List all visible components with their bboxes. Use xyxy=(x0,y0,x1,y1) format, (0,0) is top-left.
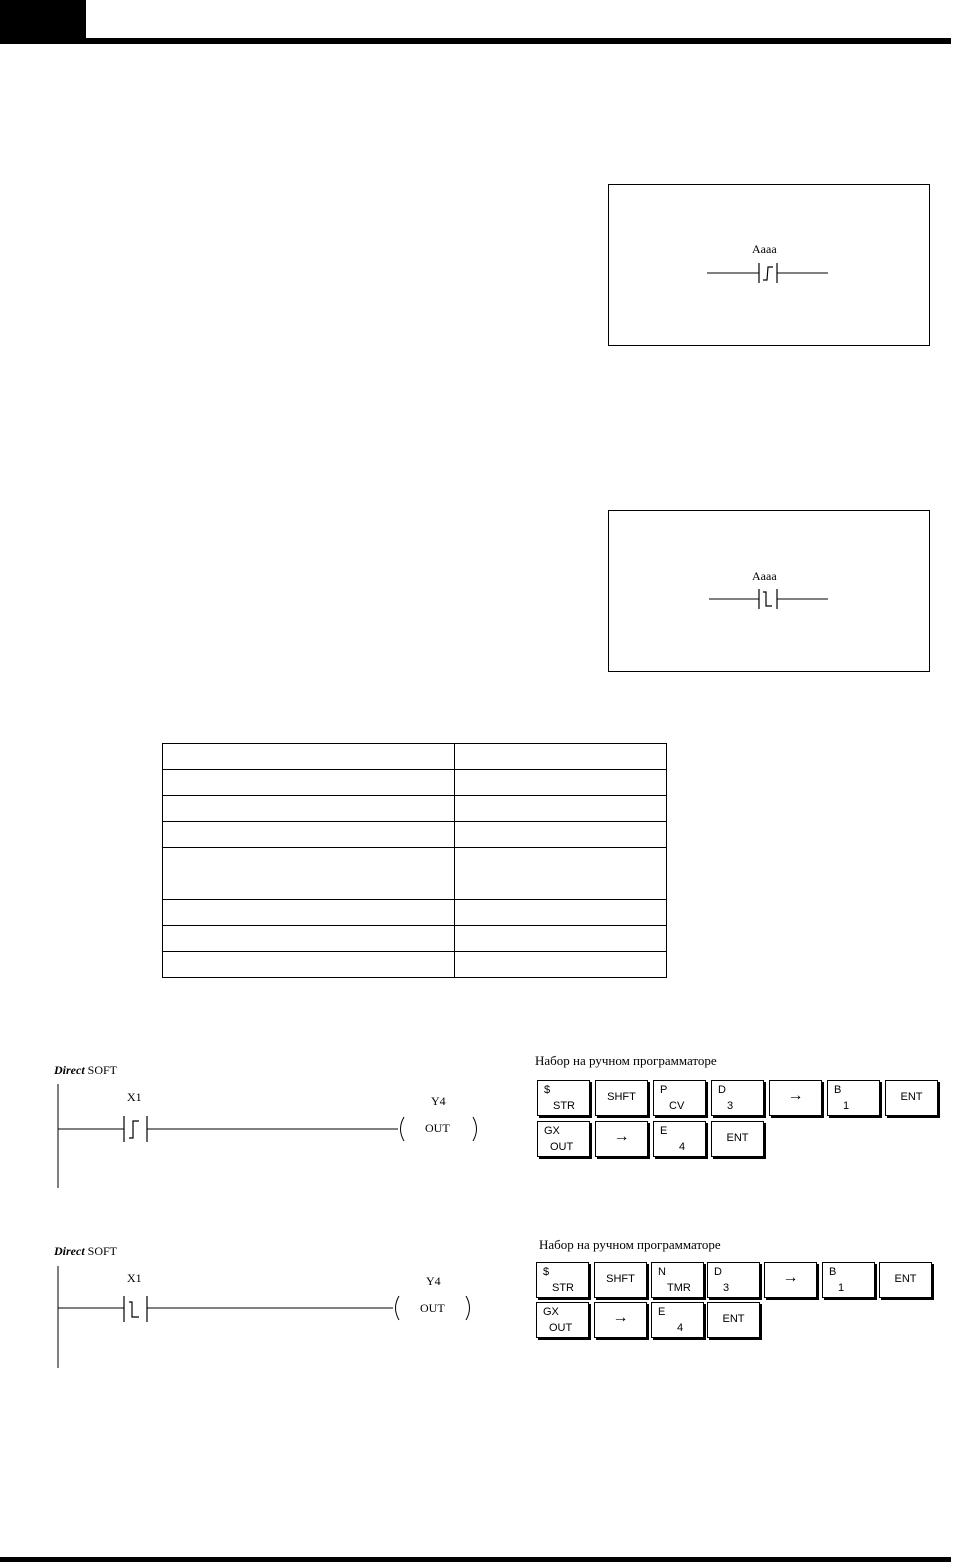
coil-address: Y4 xyxy=(426,1274,441,1288)
key-e4: E 4 xyxy=(653,1121,706,1157)
keystroke-caption: Набор на ручном программаторе xyxy=(535,1053,717,1068)
falling-edge-contact-icon xyxy=(609,511,929,671)
ladder-rung-icon xyxy=(0,1080,500,1190)
directsoft-brand: Direct SOFT xyxy=(54,1244,117,1258)
table-row xyxy=(163,926,667,952)
ladder-diagram-2 xyxy=(0,1262,500,1372)
falling-edge-symbol-box xyxy=(608,510,930,672)
right-arrow-icon: → xyxy=(612,1309,629,1326)
table-row xyxy=(163,952,667,978)
right-arrow-icon: → xyxy=(613,1128,630,1145)
operand-table xyxy=(162,743,667,978)
key-ent: ENT xyxy=(885,1080,938,1116)
keystroke-caption: Набор на ручном программаторе xyxy=(539,1237,721,1252)
key-shft: SHFT xyxy=(594,1262,647,1298)
key-str: $ STR xyxy=(537,1080,590,1116)
coil-label: OUT xyxy=(420,1301,445,1315)
key-arrow xyxy=(769,1080,822,1116)
table-row xyxy=(163,770,667,796)
table-row xyxy=(163,822,667,848)
key-arrow xyxy=(764,1262,817,1298)
ladder-diagram-1 xyxy=(0,1080,500,1190)
key-out: GX OUT xyxy=(537,1121,590,1157)
key-e4: E 4 xyxy=(651,1302,704,1338)
symbol-label: Aaaa xyxy=(752,569,777,583)
table-row xyxy=(163,744,667,770)
key-cv: P CV xyxy=(653,1080,706,1116)
coil-label: OUT xyxy=(425,1121,450,1135)
ladder-rung-icon xyxy=(0,1262,500,1372)
contact-address: X1 xyxy=(127,1090,142,1104)
key-b1: B 1 xyxy=(827,1080,880,1116)
key-tmr: N TMR xyxy=(651,1262,704,1298)
coil-address: Y4 xyxy=(431,1094,446,1108)
header-rule xyxy=(0,38,951,44)
key-b1: B 1 xyxy=(822,1262,875,1298)
rising-edge-symbol-box xyxy=(608,184,930,346)
key-ent: ENT xyxy=(711,1121,764,1157)
key-ent: ENT xyxy=(879,1262,932,1298)
footer-rule xyxy=(0,1557,951,1562)
table-row xyxy=(163,900,667,926)
right-arrow-icon: → xyxy=(787,1087,804,1104)
key-d3: D 3 xyxy=(711,1080,764,1116)
table-row xyxy=(163,848,667,900)
table-row xyxy=(163,796,667,822)
key-out: GX OUT xyxy=(536,1302,589,1338)
directsoft-brand: Direct SOFT xyxy=(54,1063,117,1077)
key-str: $ STR xyxy=(536,1262,589,1298)
key-d3: D 3 xyxy=(707,1262,760,1298)
right-arrow-icon: → xyxy=(782,1269,799,1286)
key-arrow xyxy=(594,1302,647,1338)
contact-address: X1 xyxy=(127,1271,142,1285)
key-ent: ENT xyxy=(707,1302,760,1338)
symbol-label: Aaaa xyxy=(752,242,777,256)
key-shft: SHFT xyxy=(595,1080,648,1116)
header-block xyxy=(0,0,86,38)
rising-edge-contact-icon xyxy=(609,185,929,345)
key-arrow xyxy=(595,1121,648,1157)
